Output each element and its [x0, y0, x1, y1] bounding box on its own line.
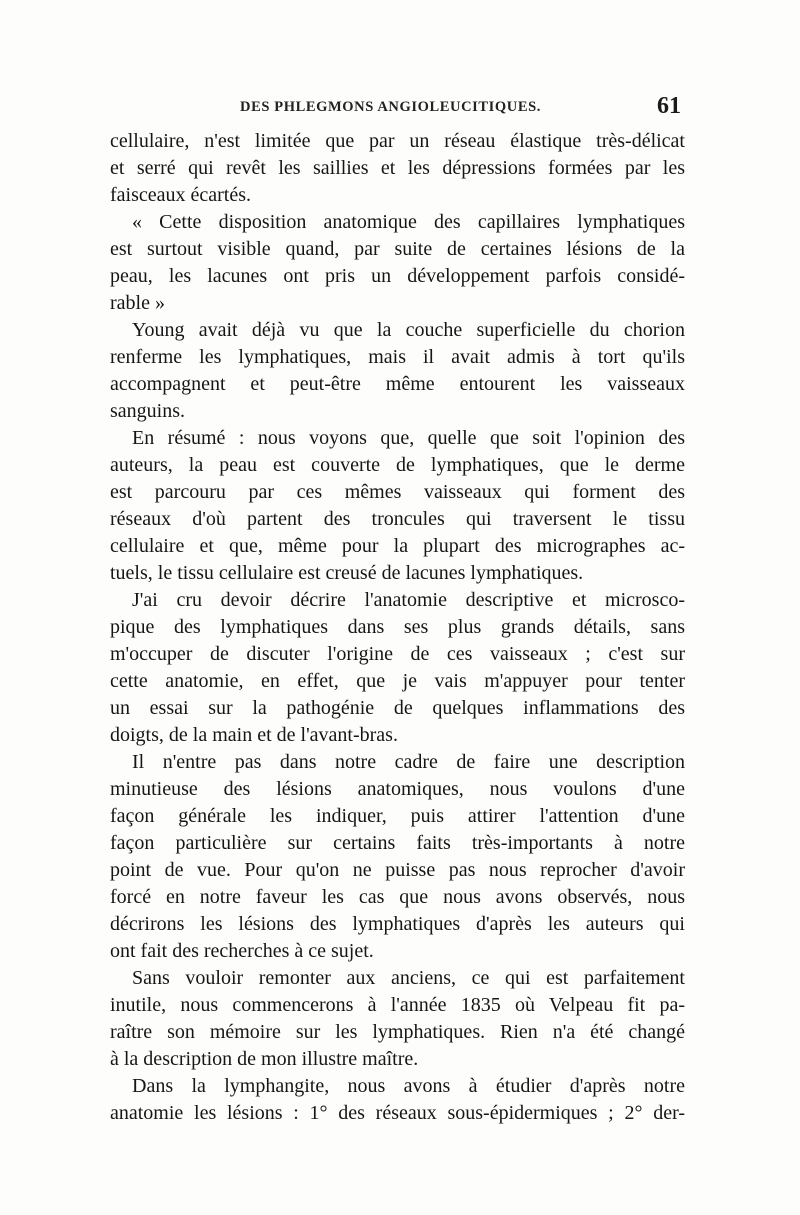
text-line: décrirons les lésions des lymphatiques d'après les auteurs qui [110, 913, 685, 935]
text-line: faisceaux écartés. [110, 184, 252, 206]
text-line: rable » [110, 292, 165, 314]
text-line: à la description de mon illustre maître. [110, 1048, 419, 1070]
text-line: réseaux d'où partent des troncules qui traversent le tissu [110, 508, 685, 530]
text-line: tuels, le tissu cellulaire est creusé de lacunes lymphatiques. [110, 562, 584, 584]
text-line: Sans vouloir remonter aux anciens, ce qui est parfaitement [132, 967, 685, 989]
running-head: DES PHLEGMONS ANGIOLEUCITIQUES. [240, 99, 542, 115]
text-line: point de vue. Pour qu'on ne puisse pas nous reprocher d'avoir [110, 859, 685, 881]
text-line: cette anatomie, en effet, que je vais m'appuyer pour tenter [110, 670, 685, 692]
text-line: auteurs, la peau est couverte de lymphatiques, que le derme [110, 454, 685, 476]
text-line: est parcouru par ces mêmes vaisseaux qui forment des [110, 481, 685, 503]
text-line: « Cette disposition anatomique des capillaires lymphatiques [132, 211, 685, 233]
text-line: pique des lymphatiques dans ses plus grands détails, sans [110, 616, 685, 638]
text-line: est surtout visible quand, par suite de certaines lésions de la [110, 238, 685, 260]
page-header [110, 93, 685, 125]
text-line: anatomie les lésions : 1° des réseaux sous-épidermiques ; 2° der- [110, 1102, 685, 1124]
text-line: sanguins. [110, 400, 185, 422]
text-line: Young avait déjà vu que la couche superficielle du chorion [132, 319, 685, 341]
text-line: m'occuper de discuter l'origine de ces vaisseaux ; c'est sur [110, 643, 685, 665]
text-line: J'ai cru devoir décrire l'anatomie descriptive et microsco- [132, 589, 685, 611]
text-line: accompagnent et peut-être même entourent les vaisseaux [110, 373, 685, 395]
text-line: Dans la lymphangite, nous avons à étudier d'après notre [132, 1075, 685, 1097]
text-line: cellulaire et que, même pour la plupart des micrographes ac- [110, 535, 685, 557]
text-line: inutile, nous commencerons à l'année 1835 où Velpeau fit pa- [110, 994, 685, 1016]
text-line: doigts, de la main et de l'avant-bras. [110, 724, 398, 746]
text-line: raître son mémoire sur les lymphatiques. Rien n'a été changé [110, 1021, 685, 1043]
text-line: façon particulière sur certains faits très-importants à notre [110, 832, 685, 854]
text-line: façon générale les indiquer, puis attirer l'attention d'une [110, 805, 685, 827]
text-line: minutieuse des lésions anatomiques, nous voulons d'une [110, 778, 685, 800]
text-line: forcé en notre faveur les cas que nous avons observés, nous [110, 886, 685, 908]
text-line: cellulaire, n'est limitée que par un réseau élastique très-délicat [110, 130, 685, 152]
text-line: peau, les lacunes ont pris un développement parfois considé- [110, 265, 685, 287]
text-line: un essai sur la pathogénie de quelques inflammations des [110, 697, 685, 719]
page-number: 61 [657, 93, 681, 119]
text-line: renferme les lymphatiques, mais il avait admis à tort qu'ils [110, 346, 685, 368]
text-line: ont fait des recherches à ce sujet. [110, 940, 374, 962]
text-line: et serré qui revêt les saillies et les dépressions formées par les [110, 157, 685, 179]
text-line: Il n'entre pas dans notre cadre de faire une description [132, 751, 685, 773]
text-line: En résumé : nous voyons que, quelle que soit l'opinion des [132, 427, 685, 449]
body-text [110, 128, 685, 1127]
